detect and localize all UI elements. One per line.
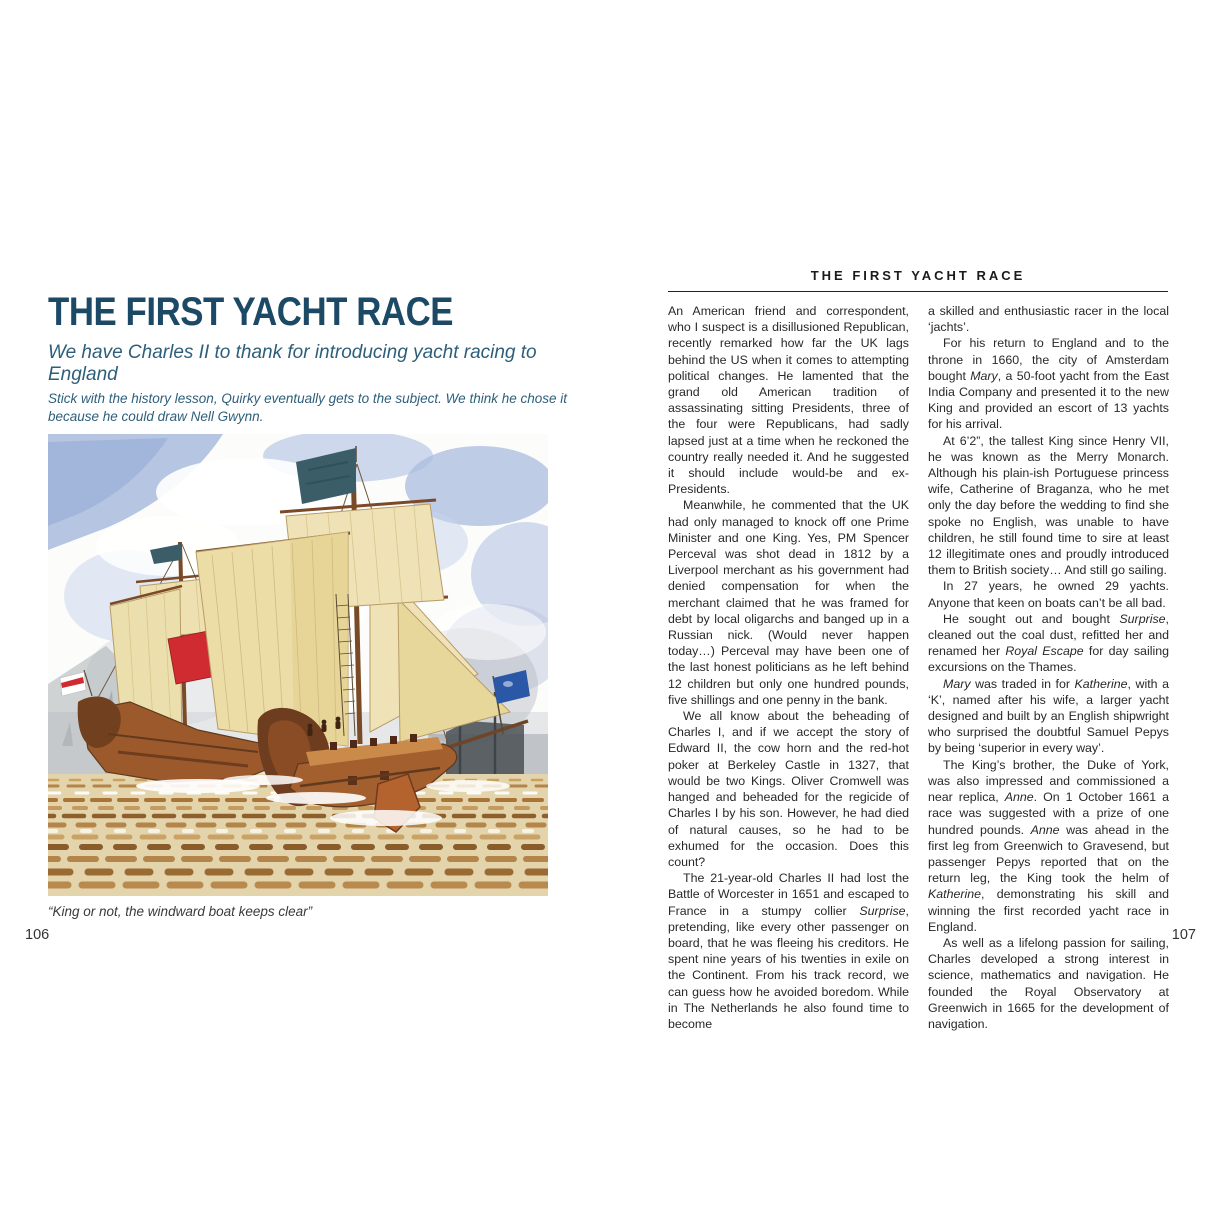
paragraph: In 27 years, he owned 29 yachts. Anyone that keen on boats can’t be all bad. xyxy=(928,579,1169,610)
page-number-left: 106 xyxy=(25,927,50,943)
paragraph: Mary was traded in for Katherine, with a ‘K’, named after his wife, a larger yacht designed and built by an English shipwright who surprised the doubtful Samuel Pepys by being ‘superior in every way’. xyxy=(928,676,1169,756)
paragraph: He sought out and bought Surprise, cleaned out the coal dust, refitted her and renamed her Royal Escape for day sailing excursions on the Thames. xyxy=(928,611,1169,675)
editor-note: Stick with the history lesson, Quirky eventually gets to the subject. We think he chose it because he could draw Nell Gwynn. xyxy=(48,391,567,424)
yacht-illustration xyxy=(48,434,548,896)
article-column-2 xyxy=(928,303,1169,1032)
page-number-right: 107 xyxy=(1171,927,1196,943)
paragraph: For his return to England and to the throne in 1660, the city of Amsterdam bought Mary, a 50-foot yacht from the East India Company and presented it to the new King and provided an escort of 13 yachts for his arrival. xyxy=(928,336,1169,432)
paragraph: An American friend and correspondent, who I suspect is a disillusioned Republican, recently remarked how far the UK lags behind the US when it comes to attempting political changes. He lamented that the grand old American tradition of assassinating sitting Presidents, three of the four were Republicans, had sadly lapsed just at a time when he reckoned the country really needed it. And he suggested it should include would-be and ex-Presidents. xyxy=(668,304,909,497)
running-header: THE FIRST YACHT RACE xyxy=(810,268,1026,283)
header-rule xyxy=(668,291,1168,292)
paragraph: The King’s brother, the Duke of York, was also impressed and commissioned a near replica, Anne. On 1 October 1661 a race was suggested with a prize of one hundred pounds. Anne was ahead in the first leg from Greenwich to Gravesend, but passenger Pepys reported that on the return leg, the King took the helm of Katherine, demonstrating his skill and winning the first recorded yacht race in England. xyxy=(928,757,1169,934)
paragraph: The 21-year-old Charles II had lost the Battle of Worcester in 1651 and escaped to France in a stumpy collier Surprise, pretending, like every other passenger on board, that he was fleeing his creditors. He spent nine years of his twenties in exile on the Continent. From his track record, we can guess how he avoided boredom. While in The Netherlands he also found time to become xyxy=(668,871,909,1031)
paragraph: Meanwhile, he commented that the UK had only managed to knock off one Prime Minister and one King. Yes, PM Spencer Perceval was shot dead in 1812 by a Liverpool merchant as his government had denied compensation for when the merchant claimed that he was framed for debt by local oligarchs and banged up in a Russian nick. (Would never happen today…) Perceval may have been one of the last honest politicians as he left behind 12 children but only one hundred pounds, five shillings and one penny in the bank. xyxy=(668,498,909,707)
paragraph: a skilled and enthusiastic racer in the local ‘jachts’. xyxy=(928,304,1169,335)
page-title: THE FIRST YACHT RACE xyxy=(48,290,454,334)
yacht-illustration-svg xyxy=(48,434,548,896)
illustration-caption: “King or not, the windward boat keeps clear” xyxy=(48,904,313,919)
paragraph: As well as a lifelong passion for sailing, Charles developed a strong interest in science, mathematics and navigation. He founded the Royal Observatory at Greenwich in 1665 for the development of navigation. xyxy=(928,935,1169,1031)
paragraph: We all know about the beheading of Charles I, and if we accept the story of Edward II, the cow horn and the red-hot poker at Berkeley Castle in 1327, that would be two Kings. Oliver Cromwell was hanged and beheaded for the regicide of Charles I by his son. However, he had died of natural causes, so he had to be exhumed for the occasion. Does this count? xyxy=(668,709,909,869)
article-column-1 xyxy=(668,303,909,1032)
paragraph: At 6’2”, the tallest King since Henry VII, he was known as the Merry Monarch. Although his plain-ish Portuguese princess wife, Catherine of Braganza, who he met only the day before the wedding to find she spoke no English, was unable to have children, he still found time to sire at least 12 illegitimate ones and proudly introduced them to British society… And still go sailing. xyxy=(928,433,1169,578)
page-subtitle: We have Charles II to thank for introducing yacht racing to England xyxy=(48,342,537,385)
